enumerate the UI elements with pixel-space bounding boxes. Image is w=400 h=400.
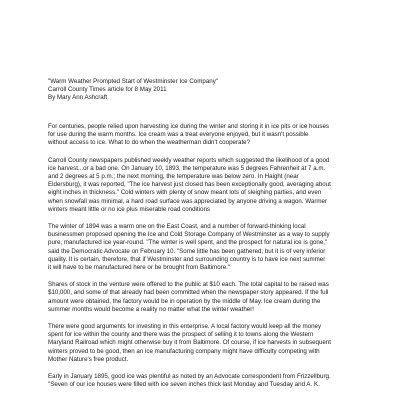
paragraph bbox=[48, 373, 370, 389]
text-line: when snowfall was minimal, a hard road surface was appreciated by anyone driving a wagon. Warmer bbox=[48, 197, 328, 205]
text-line: spent for ice within the county and there was the prospect of selling it to towns along the Western bbox=[48, 331, 314, 339]
text-line: ice harvest...or a bad one. On January 10, 1893, the temperature was 5 degrees Fahrenheit at 7 a.m. bbox=[48, 164, 326, 172]
text-line: businessmen proposed opening the Ice and Cold Storage Company of Westminster as a way to supply bbox=[48, 231, 330, 239]
text-line: summer months would become a reality no matter what the winter weather! bbox=[48, 305, 254, 313]
text-line: without access to ice. What to do when the weatherman didn't cooperate? bbox=[48, 139, 251, 147]
paragraph bbox=[48, 123, 370, 148]
article-byline: By Mary Ann Ashcraft bbox=[48, 94, 108, 102]
text-line: The winter of 1894 was a warm one on the East Coast, and a number of forward-thinking local bbox=[48, 223, 306, 231]
text-line: Eldersburg), it was reported, "The ice harvest just closed has been exceptionally good, averaging about bbox=[48, 181, 331, 189]
paragraph bbox=[48, 223, 370, 272]
text-line: There were good arguments for investing in this enterprise. A local factory would keep all the money bbox=[48, 323, 322, 331]
text-line: and 2 degrees at 5 p.m.; the next morning, the temperature was below zero. In Haight (near bbox=[48, 173, 299, 181]
text-line: pure, manufactured ice year-round. "The winter is well spent, and the prospect for natural ice is gone," bbox=[48, 239, 328, 247]
article-source: Carroll County Times article for 8 May 2011 bbox=[48, 86, 167, 94]
text-line: Maryland Railroad which might otherwise buy it from Baltimore. Of course, if ice harvests in subsequent bbox=[48, 339, 332, 347]
text-line: eight inches in thickness." Cold winters with plenty of snow meant lots of sleighing parties, and even bbox=[48, 189, 322, 197]
paragraph bbox=[48, 281, 370, 314]
text-line: Early in January 1895, good ice was plentiful as noted by an Advocate correspondent from Frizzellburg. bbox=[48, 373, 331, 381]
text-line: said the Democratic Advocate on February 10. "Some little has been gathered, but it is of very inferior bbox=[48, 247, 326, 255]
text-line: For centuries, people relied upon harvesting ice during the winter and storing it in ice pits or ice houses bbox=[48, 123, 329, 130]
text-line: quality. It is certain, therefore, that if Westminster and surrounding country is to have ice next summer bbox=[48, 255, 326, 263]
text-line: $10,000, and some of that already had been committed when the newspaper story appeared. If the full bbox=[48, 289, 329, 297]
text-line: winters meant little or no ice plus miserable road conditions bbox=[48, 205, 210, 213]
text-line: for use during the warm months. Ice cream was a treat everyone enjoyed, but it wasn't possible bbox=[48, 131, 309, 139]
text-line: "Seven of our ice houses were filled with ice seven inches thick last Monday and Tuesday and A. K. bbox=[48, 381, 320, 389]
text-line: Mother Nature's free product. bbox=[48, 355, 129, 363]
article-title: "Warm Weather Prompted Start of Westminster Ice Company" bbox=[48, 78, 219, 85]
text-line: amount were obtained, the factory would be in operation by the middle of May. Ice cream during the bbox=[48, 297, 321, 305]
text-line: Carroll County newspapers published weekly weather reports which suggested the likelihood of a good bbox=[48, 156, 330, 164]
text-line: it will have to be manufactured here or be brought from Baltimore." bbox=[48, 264, 231, 272]
article-header bbox=[48, 78, 368, 103]
paragraph bbox=[48, 323, 370, 364]
paragraph bbox=[48, 157, 370, 214]
text-line: Shares of stock in the venture were offered to the public at $10 each. The total capital to be raised was bbox=[48, 281, 329, 289]
text-line: winters proved to be good, then an ice manufacturing company might have difficulty competing with bbox=[48, 347, 320, 355]
article-body bbox=[48, 123, 370, 398]
